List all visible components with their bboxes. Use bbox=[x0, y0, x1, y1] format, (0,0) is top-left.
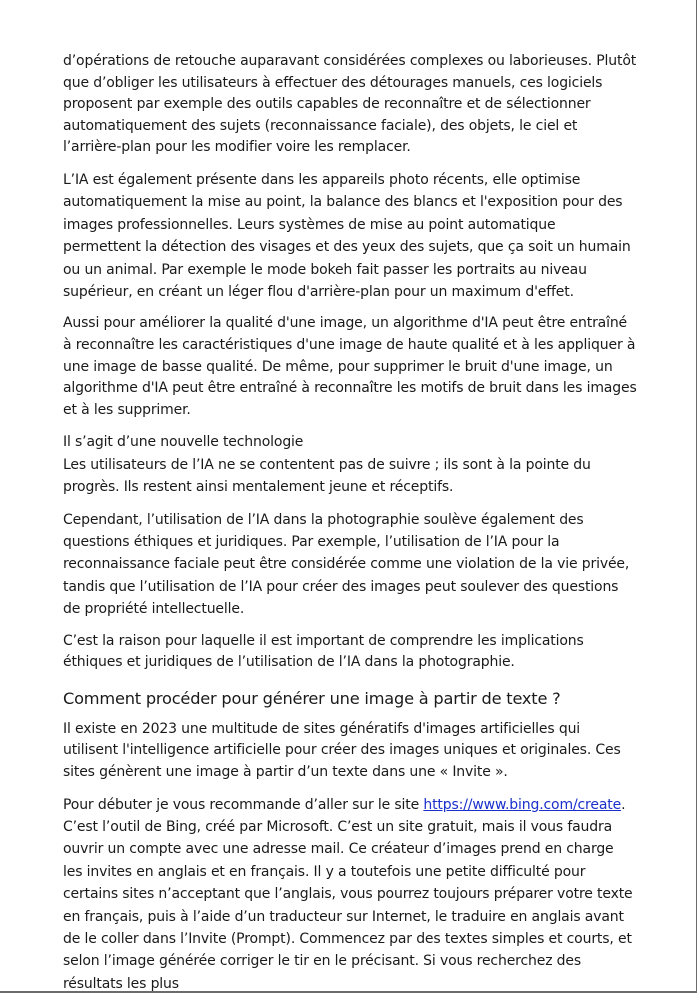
text-after-link: . C’est l’outil de Bing, créé par Microsoft. C’est un site gratuit, mais il vous faudra ouvrir un compte avec une adresse mail. Ce créateur d’images prend en charge les invites en anglais et en français. Il y a toutefois une petite difficulté pour certains sites n’acceptant que l’anglais, vous pourrez toujours préparer votre texte en français, puis à l’aide d’un traducteur sur Internet, le traduire en anglais avant de le coller dans l’Invite (Prompt). Commencez par des textes simples et courts, et selon l’image générée corriger le tir en le précisant. Si vous recherchez des résultats les plus bbox=[63, 796, 633, 992]
text-before-link: Pour débuter je vous recommande d’aller sur le site bbox=[63, 796, 424, 813]
paragraph-nouvelle-technologie bbox=[63, 431, 637, 498]
paragraph-sites-generatifs: Il existe en 2023 une multitude de sites génératifs d'images artificielles qui utilisent l'intelligence artificielle pour créer des images uniques et originales. Ces sites génèrent une image à partir d’un texte dans une « Invite ». bbox=[63, 720, 621, 780]
bing-create-link[interactable]: https://www.bing.com/create bbox=[423, 796, 622, 813]
paragraph-line-1: Il s’agit d’une nouvelle technologie bbox=[63, 434, 304, 451]
paragraph-retouche: d’opérations de retouche auparavant considérées complexes ou laborieuses. Plutôt que d’obliger les utilisateurs à effectuer des détourages manuels, ces logiciels proposent par exemple des outils capables de reconnaître et de sélectionner automatiquement des sujets (reconnaissance faciale), des objets, le ciel et l’arrière-plan pour les modifier voire les remplacer. bbox=[63, 53, 637, 156]
paragraph-appareils-photo: L’IA est également présente dans les appareils photo récents, elle optimise automatiquement la mise au point, la balance des blancs et l'exposition pour des images professionnelles. Leurs systèmes de mise au point automatique permettent la détection des visages et des yeux des sujets, que ça soit un humain ou un animal. Par exemple le mode bokeh fait passer les portraits au niveau supérieur, en créant un léger flou d'arrière-plan pour un maximum d'effet. bbox=[63, 171, 631, 300]
paragraph-line-2: Les utilisateurs de l’IA ne se contentent pas de suivre ; ils sont à la pointe du progrès. Ils restent ainsi mentalement jeune et réceptifs. bbox=[63, 456, 591, 496]
page-content bbox=[63, 51, 637, 1005]
paragraph-qualite-image: Aussi pour améliorer la qualité d'une image, un algorithme d'IA peut être entraîné à reconnaître les caractéristiques d'une image de haute qualité et à les appliquer à une image de basse qualité. De même, pour supprimer le bruit d'une image, un algorithme d'IA peut être entraîné à reconnaître les motifs de bruit dans les images et à les supprimer. bbox=[63, 315, 637, 418]
section-heading: Comment procéder pour générer une image à partir de texte ? bbox=[63, 688, 561, 708]
paragraph-bing-create bbox=[63, 794, 637, 996]
paragraph-implications: C’est la raison pour laquelle il est important de comprendre les implications éthiques et juridiques de l’utilisation de l’IA dans la photographie. bbox=[63, 632, 584, 671]
paragraph-questions-ethiques: Cependant, l’utilisation de l’IA dans la photographie soulève également des questions éthiques et juridiques. Par exemple, l’utilisation de l’IA pour la reconnaissance faciale peut être considérée comme une violation de la vie privée, tandis que l’utilisation de l’IA pour créer des images peut soulever des questions de propriété intellectuelle. bbox=[63, 511, 630, 618]
